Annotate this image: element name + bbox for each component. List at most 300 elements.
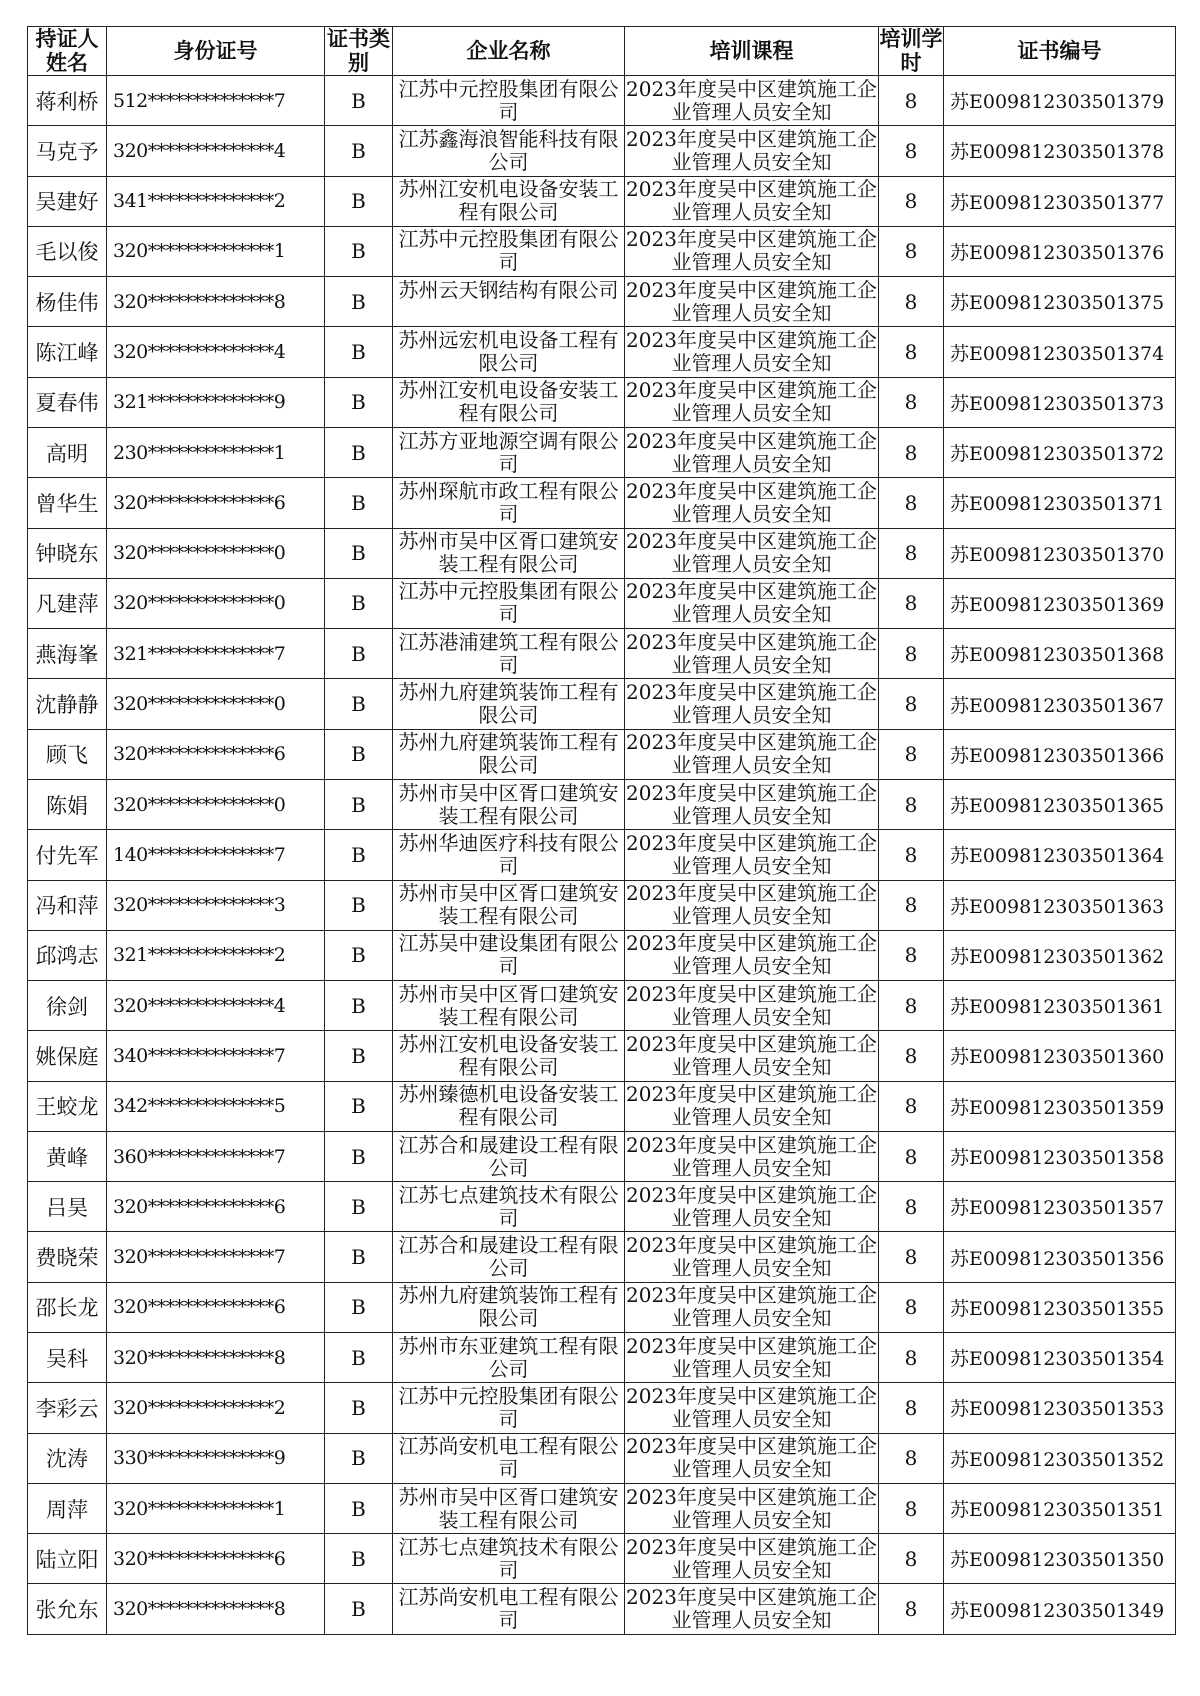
training-hours-cell: 8 (879, 779, 944, 829)
training-course-cell-text: 2023年度吴中区建筑施工企业管理人员安全知 (626, 731, 877, 778)
cert-category-cell: B (325, 981, 393, 1031)
cert-number-cell: 苏E009812303501369 (944, 578, 1176, 628)
training-course-cell (625, 1433, 879, 1483)
id-number-cell: 320**************8 (107, 1333, 325, 1383)
company-name-cell-text: 苏州市吴中区胥口建筑安装工程有限公司 (398, 982, 619, 1029)
training-course-cell-text: 2023年度吴中区建筑施工企业管理人员安全知 (626, 1284, 877, 1331)
training-course-cell (625, 1383, 879, 1433)
table-row (28, 981, 1176, 1031)
company-name-cell (393, 1584, 625, 1635)
company-name-cell (393, 226, 625, 276)
training-course-cell (625, 427, 879, 477)
table-row (28, 729, 1176, 779)
company-name-cell (393, 729, 625, 779)
training-course-cell (625, 1031, 879, 1081)
id-number-cell: 320**************6 (107, 1534, 325, 1584)
company-name-cell (393, 981, 625, 1031)
cert-category-cell: B (325, 1534, 393, 1584)
id-number-cell: 320**************3 (107, 880, 325, 930)
holder-name-cell: 曾华生 (28, 478, 107, 528)
training-course-cell-text: 2023年度吴中区建筑施工企业管理人员安全知 (626, 781, 877, 828)
training-course-cell (625, 981, 879, 1031)
company-name-cell-text: 江苏中元控股集团有限公司 (398, 77, 619, 124)
cert-category-cell: B (325, 1031, 393, 1081)
training-course-cell-text: 2023年度吴中区建筑施工企业管理人员安全知 (626, 1083, 877, 1130)
id-number-cell: 320**************1 (107, 1483, 325, 1533)
cert-category-cell: B (325, 1282, 393, 1332)
training-course-cell-text: 2023年度吴中区建筑施工企业管理人员安全知 (626, 1334, 877, 1381)
table-row (28, 1282, 1176, 1332)
training-course-cell (625, 779, 879, 829)
company-name-cell-text: 江苏中元控股集团有限公司 (398, 580, 619, 627)
company-name-cell-text: 苏州江安机电设备安装工程有限公司 (398, 178, 619, 225)
training-hours-cell: 8 (879, 1483, 944, 1533)
company-name-cell (393, 528, 625, 578)
id-number-cell: 321**************7 (107, 629, 325, 679)
training-course-cell (625, 176, 879, 226)
training-hours-cell: 8 (879, 1282, 944, 1332)
cert-number-cell: 苏E009812303501349 (944, 1584, 1176, 1635)
table-row (28, 226, 1176, 276)
company-name-cell (393, 277, 625, 327)
holder-name-cell: 毛以俊 (28, 226, 107, 276)
company-name-cell (393, 377, 625, 427)
cert-number-cell: 苏E009812303501376 (944, 226, 1176, 276)
id-number-cell: 320**************8 (107, 1584, 325, 1635)
id-number-cell: 340**************7 (107, 1031, 325, 1081)
holder-name-cell: 徐剑 (28, 981, 107, 1031)
training-hours-cell: 8 (879, 478, 944, 528)
table-row (28, 528, 1176, 578)
cert-number-cell: 苏E009812303501378 (944, 126, 1176, 176)
cert-category-cell: B (325, 880, 393, 930)
training-hours-cell: 8 (879, 1182, 944, 1232)
id-number-cell: 330**************9 (107, 1433, 325, 1483)
training-hours-cell: 8 (879, 277, 944, 327)
training-course-cell-text: 2023年度吴中区建筑施工企业管理人员安全知 (626, 982, 877, 1029)
training-hours-cell: 8 (879, 830, 944, 880)
company-name-cell (393, 779, 625, 829)
holder-name-cell: 王蛟龙 (28, 1081, 107, 1131)
cert-number-cell: 苏E009812303501359 (944, 1081, 1176, 1131)
company-name-cell-text: 江苏七点建筑技术有限公司 (398, 1535, 619, 1582)
training-hours-cell: 8 (879, 578, 944, 628)
cert-category-cell: B (325, 226, 393, 276)
training-hours-cell: 8 (879, 1333, 944, 1383)
holder-name-cell: 邱鸿志 (28, 930, 107, 980)
training-hours-cell: 8 (879, 880, 944, 930)
cert-category-cell: B (325, 478, 393, 528)
cert-category-cell: B (325, 830, 393, 880)
table-row (28, 377, 1176, 427)
cert-number-cell: 苏E009812303501374 (944, 327, 1176, 377)
training-course-cell-text: 2023年度吴中区建筑施工企业管理人员安全知 (626, 1384, 877, 1431)
training-course-cell-text: 2023年度吴中区建筑施工企业管理人员安全知 (626, 228, 877, 275)
training-course-cell (625, 126, 879, 176)
company-name-cell-text: 苏州远宏机电设备工程有限公司 (398, 329, 619, 376)
holder-name-cell: 杨佳伟 (28, 277, 107, 327)
company-name-cell (393, 830, 625, 880)
training-course-cell (625, 629, 879, 679)
holder-name-cell: 陈江峰 (28, 327, 107, 377)
company-name-cell-text: 苏州九府建筑装饰工程有限公司 (398, 731, 619, 778)
header-cert-number: 证书编号 (944, 27, 1176, 76)
training-course-cell (625, 528, 879, 578)
cert-number-cell: 苏E009812303501368 (944, 629, 1176, 679)
cert-category-cell: B (325, 327, 393, 377)
cert-category-cell: B (325, 176, 393, 226)
holder-name-cell: 顾飞 (28, 729, 107, 779)
training-hours-cell: 8 (879, 176, 944, 226)
company-name-cell-text: 江苏尚安机电工程有限公司 (398, 1586, 619, 1633)
training-course-cell (625, 1131, 879, 1181)
id-number-cell: 320**************4 (107, 327, 325, 377)
training-course-cell-text: 2023年度吴中区建筑施工企业管理人员安全知 (626, 479, 877, 526)
training-hours-cell: 8 (879, 930, 944, 980)
table-row (28, 578, 1176, 628)
cert-category-cell: B (325, 1584, 393, 1635)
company-name-cell-text: 江苏七点建筑技术有限公司 (398, 1183, 619, 1230)
holder-name-cell: 陆立阳 (28, 1534, 107, 1584)
training-course-cell-text: 2023年度吴中区建筑施工企业管理人员安全知 (626, 127, 877, 174)
cert-number-cell: 苏E009812303501356 (944, 1232, 1176, 1282)
table-row (28, 1232, 1176, 1282)
training-course-cell (625, 327, 879, 377)
cert-category-cell: B (325, 1182, 393, 1232)
training-course-cell (625, 1282, 879, 1332)
table-row (28, 176, 1176, 226)
cert-number-cell: 苏E009812303501372 (944, 427, 1176, 477)
table-row (28, 1584, 1176, 1635)
training-course-cell-text: 2023年度吴中区建筑施工企业管理人员安全知 (626, 1586, 877, 1633)
training-hours-cell: 8 (879, 427, 944, 477)
company-name-cell-text: 苏州云天钢结构有限公司 (398, 278, 619, 302)
training-course-cell (625, 1182, 879, 1232)
training-course-cell (625, 1232, 879, 1282)
training-course-cell-text: 2023年度吴中区建筑施工企业管理人员安全知 (626, 1133, 877, 1180)
table-row (28, 478, 1176, 528)
cert-number-cell: 苏E009812303501361 (944, 981, 1176, 1031)
training-course-cell (625, 930, 879, 980)
training-course-cell-text: 2023年度吴中区建筑施工企业管理人员安全知 (626, 278, 877, 325)
header-training-course: 培训课程 (625, 27, 879, 76)
company-name-cell (393, 578, 625, 628)
training-course-cell-text: 2023年度吴中区建筑施工企业管理人员安全知 (626, 681, 877, 728)
company-name-cell-text: 苏州臻德机电设备安装工程有限公司 (398, 1083, 619, 1130)
cert-number-cell: 苏E009812303501375 (944, 277, 1176, 327)
company-name-cell (393, 1031, 625, 1081)
company-name-cell-text: 苏州琛航市政工程有限公司 (398, 479, 619, 526)
cert-category-cell: B (325, 126, 393, 176)
holder-name-cell: 付先军 (28, 830, 107, 880)
training-course-cell (625, 377, 879, 427)
training-course-cell-text: 2023年度吴中区建筑施工企业管理人员安全知 (626, 77, 877, 124)
training-course-cell-text: 2023年度吴中区建筑施工企业管理人员安全知 (626, 831, 877, 878)
table-row (28, 629, 1176, 679)
holder-name-cell: 吴建好 (28, 176, 107, 226)
company-name-cell (393, 1282, 625, 1332)
table-row (28, 830, 1176, 880)
company-name-cell-text: 江苏港浦建筑工程有限公司 (398, 630, 619, 677)
training-hours-cell: 8 (879, 629, 944, 679)
training-course-cell (625, 578, 879, 628)
cert-number-cell: 苏E009812303501370 (944, 528, 1176, 578)
training-course-cell-text: 2023年度吴中区建筑施工企业管理人员安全知 (626, 178, 877, 225)
company-name-cell (393, 629, 625, 679)
header-cert-category: 证书类别 (325, 27, 393, 76)
table-row (28, 1182, 1176, 1232)
company-name-cell (393, 1383, 625, 1433)
training-course-cell (625, 277, 879, 327)
cert-number-cell: 苏E009812303501364 (944, 830, 1176, 880)
cert-number-cell: 苏E009812303501354 (944, 1333, 1176, 1383)
company-name-cell-text: 苏州九府建筑装饰工程有限公司 (398, 681, 619, 728)
holder-name-cell: 冯和萍 (28, 880, 107, 930)
cert-number-cell: 苏E009812303501358 (944, 1131, 1176, 1181)
company-name-cell (393, 1433, 625, 1483)
cert-category-cell: B (325, 930, 393, 980)
training-course-cell-text: 2023年度吴中区建筑施工企业管理人员安全知 (626, 1183, 877, 1230)
table-row (28, 679, 1176, 729)
training-course-cell (625, 1483, 879, 1533)
training-hours-cell: 8 (879, 1534, 944, 1584)
company-name-cell-text: 江苏合和晟建设工程有限公司 (398, 1234, 619, 1281)
cert-number-cell: 苏E009812303501352 (944, 1433, 1176, 1483)
cert-number-cell: 苏E009812303501355 (944, 1282, 1176, 1332)
id-number-cell: 320**************6 (107, 1282, 325, 1332)
cert-number-cell: 苏E009812303501362 (944, 930, 1176, 980)
id-number-cell: 320**************6 (107, 478, 325, 528)
cert-category-cell: B (325, 679, 393, 729)
holder-name-cell: 吴科 (28, 1333, 107, 1383)
company-name-cell (393, 327, 625, 377)
table-row (28, 126, 1176, 176)
cert-number-cell: 苏E009812303501367 (944, 679, 1176, 729)
training-course-cell (625, 729, 879, 779)
cert-number-cell: 苏E009812303501351 (944, 1483, 1176, 1533)
training-course-cell (625, 1081, 879, 1131)
cert-category-cell: B (325, 578, 393, 628)
table-row (28, 1534, 1176, 1584)
company-name-cell-text: 江苏尚安机电工程有限公司 (398, 1435, 619, 1482)
id-number-cell: 341**************2 (107, 176, 325, 226)
company-name-cell-text: 江苏方亚地源空调有限公司 (398, 429, 619, 476)
table-row (28, 327, 1176, 377)
cert-number-cell: 苏E009812303501373 (944, 377, 1176, 427)
training-course-cell-text: 2023年度吴中区建筑施工企业管理人员安全知 (626, 1535, 877, 1582)
company-name-cell (393, 1182, 625, 1232)
training-course-cell-text: 2023年度吴中区建筑施工企业管理人员安全知 (626, 1032, 877, 1079)
id-number-cell: 140**************7 (107, 830, 325, 880)
training-course-cell (625, 880, 879, 930)
table-row (28, 277, 1176, 327)
certificate-table (27, 26, 1176, 1635)
training-hours-cell: 8 (879, 1433, 944, 1483)
company-name-cell-text: 苏州市吴中区胥口建筑安装工程有限公司 (398, 530, 619, 577)
company-name-cell-text: 苏州市吴中区胥口建筑安装工程有限公司 (398, 1485, 619, 1532)
training-course-cell-text: 2023年度吴中区建筑施工企业管理人员安全知 (626, 580, 877, 627)
company-name-cell-text: 苏州市东亚建筑工程有限公司 (398, 1334, 619, 1381)
id-number-cell: 321**************9 (107, 377, 325, 427)
training-course-cell (625, 1584, 879, 1635)
cert-category-cell: B (325, 1232, 393, 1282)
training-hours-cell: 8 (879, 327, 944, 377)
id-number-cell: 360**************7 (107, 1131, 325, 1181)
training-hours-cell: 8 (879, 528, 944, 578)
holder-name-cell: 沈静静 (28, 679, 107, 729)
id-number-cell: 320**************8 (107, 277, 325, 327)
id-number-cell: 320**************6 (107, 1182, 325, 1232)
table-body (28, 76, 1176, 1635)
training-course-cell-text: 2023年度吴中区建筑施工企业管理人员安全知 (626, 1234, 877, 1281)
company-name-cell-text: 江苏鑫海浪智能科技有限公司 (398, 127, 619, 174)
training-course-cell (625, 830, 879, 880)
cert-category-cell: B (325, 1081, 393, 1131)
company-name-cell (393, 1333, 625, 1383)
id-number-cell: 320**************4 (107, 126, 325, 176)
cert-number-cell: 苏E009812303501365 (944, 779, 1176, 829)
table-row (28, 1383, 1176, 1433)
training-hours-cell: 8 (879, 126, 944, 176)
holder-name-cell: 姚保庭 (28, 1031, 107, 1081)
table-row (28, 1333, 1176, 1383)
training-course-cell-text: 2023年度吴中区建筑施工企业管理人员安全知 (626, 932, 877, 979)
company-name-cell (393, 176, 625, 226)
company-name-cell-text: 苏州市吴中区胥口建筑安装工程有限公司 (398, 781, 619, 828)
header-row (28, 27, 1176, 76)
training-hours-cell: 8 (879, 76, 944, 126)
cert-category-cell: B (325, 729, 393, 779)
header-training-hours: 培训学时 (879, 27, 943, 75)
id-number-cell: 320**************0 (107, 779, 325, 829)
cert-number-cell: 苏E009812303501363 (944, 880, 1176, 930)
training-course-cell-text: 2023年度吴中区建筑施工企业管理人员安全知 (626, 329, 877, 376)
training-course-cell (625, 76, 879, 126)
training-hours-cell: 8 (879, 1131, 944, 1181)
holder-name-cell: 高明 (28, 427, 107, 477)
holder-name-cell: 邵长龙 (28, 1282, 107, 1332)
id-number-cell: 512**************7 (107, 76, 325, 126)
company-name-cell-text: 苏州江安机电设备安装工程有限公司 (398, 1032, 619, 1079)
id-number-cell: 320**************0 (107, 679, 325, 729)
holder-name-cell: 沈涛 (28, 1433, 107, 1483)
company-name-cell (393, 679, 625, 729)
company-name-cell-text: 江苏中元控股集团有限公司 (398, 228, 619, 275)
training-course-cell (625, 1333, 879, 1383)
id-number-cell: 320**************0 (107, 578, 325, 628)
cert-number-cell: 苏E009812303501371 (944, 478, 1176, 528)
training-course-cell-text: 2023年度吴中区建筑施工企业管理人员安全知 (626, 530, 877, 577)
id-number-cell: 230**************1 (107, 427, 325, 477)
company-name-cell-text: 苏州华迪医疗科技有限公司 (398, 831, 619, 878)
id-number-cell: 320**************6 (107, 729, 325, 779)
cert-category-cell: B (325, 1483, 393, 1533)
training-course-cell-text: 2023年度吴中区建筑施工企业管理人员安全知 (626, 882, 877, 929)
training-hours-cell: 8 (879, 679, 944, 729)
cert-number-cell: 苏E009812303501353 (944, 1383, 1176, 1433)
id-number-cell: 320**************7 (107, 1232, 325, 1282)
holder-name-cell: 钟晓东 (28, 528, 107, 578)
holder-name-cell: 张允东 (28, 1584, 107, 1635)
company-name-cell (393, 930, 625, 980)
company-name-cell-text: 苏州九府建筑装饰工程有限公司 (398, 1284, 619, 1331)
holder-name-cell: 蒋利桥 (28, 76, 107, 126)
table-row (28, 1483, 1176, 1533)
table-row (28, 1081, 1176, 1131)
training-hours-cell: 8 (879, 1584, 944, 1635)
cert-category-cell: B (325, 1433, 393, 1483)
training-hours-cell: 8 (879, 226, 944, 276)
training-hours-cell: 8 (879, 1383, 944, 1433)
holder-name-cell: 马克予 (28, 126, 107, 176)
id-number-cell: 320**************1 (107, 226, 325, 276)
cert-number-cell: 苏E009812303501360 (944, 1031, 1176, 1081)
table-row (28, 76, 1176, 126)
cert-category-cell: B (325, 1383, 393, 1433)
cert-number-cell: 苏E009812303501350 (944, 1534, 1176, 1584)
company-name-cell-text: 苏州市吴中区胥口建筑安装工程有限公司 (398, 882, 619, 929)
training-course-cell (625, 679, 879, 729)
training-course-cell-text: 2023年度吴中区建筑施工企业管理人员安全知 (626, 429, 877, 476)
id-number-cell: 342**************5 (107, 1081, 325, 1131)
training-course-cell-text: 2023年度吴中区建筑施工企业管理人员安全知 (626, 630, 877, 677)
table-row (28, 880, 1176, 930)
cert-category-cell: B (325, 528, 393, 578)
company-name-cell (393, 1232, 625, 1282)
header-company-name: 企业名称 (393, 27, 625, 76)
cert-number-cell: 苏E009812303501357 (944, 1182, 1176, 1232)
table-row (28, 930, 1176, 980)
cert-number-cell: 苏E009812303501377 (944, 176, 1176, 226)
table-row (28, 1433, 1176, 1483)
header-id-number: 身份证号 (107, 27, 325, 76)
header-holder-name: 持证人姓名 (28, 27, 107, 76)
training-hours-cell: 8 (879, 377, 944, 427)
cert-number-cell: 苏E009812303501366 (944, 729, 1176, 779)
training-course-cell (625, 478, 879, 528)
table-row (28, 427, 1176, 477)
holder-name-cell: 周萍 (28, 1483, 107, 1533)
company-name-cell (393, 1131, 625, 1181)
cert-category-cell: B (325, 277, 393, 327)
id-number-cell: 320**************4 (107, 981, 325, 1031)
company-name-cell (393, 1081, 625, 1131)
cert-category-cell: B (325, 1131, 393, 1181)
table-row (28, 1031, 1176, 1081)
holder-name-cell: 黄峰 (28, 1131, 107, 1181)
holder-name-cell: 燕海峯 (28, 629, 107, 679)
holder-name-cell: 凡建萍 (28, 578, 107, 628)
training-hours-cell: 8 (879, 981, 944, 1031)
company-name-cell-text: 苏州江安机电设备安装工程有限公司 (398, 379, 619, 426)
training-course-cell-text: 2023年度吴中区建筑施工企业管理人员安全知 (626, 1485, 877, 1532)
id-number-cell: 320**************0 (107, 528, 325, 578)
id-number-cell: 321**************2 (107, 930, 325, 980)
company-name-cell (393, 1534, 625, 1584)
company-name-cell (393, 76, 625, 126)
cert-category-cell: B (325, 427, 393, 477)
training-hours-cell: 8 (879, 1232, 944, 1282)
company-name-cell-text: 江苏吴中建设集团有限公司 (398, 932, 619, 979)
cert-category-cell: B (325, 629, 393, 679)
training-course-cell-text: 2023年度吴中区建筑施工企业管理人员安全知 (626, 379, 877, 426)
company-name-cell (393, 126, 625, 176)
company-name-cell (393, 1483, 625, 1533)
training-hours-cell: 8 (879, 1031, 944, 1081)
training-hours-cell: 8 (879, 729, 944, 779)
training-hours-cell: 8 (879, 1081, 944, 1131)
holder-name-cell: 李彩云 (28, 1383, 107, 1433)
